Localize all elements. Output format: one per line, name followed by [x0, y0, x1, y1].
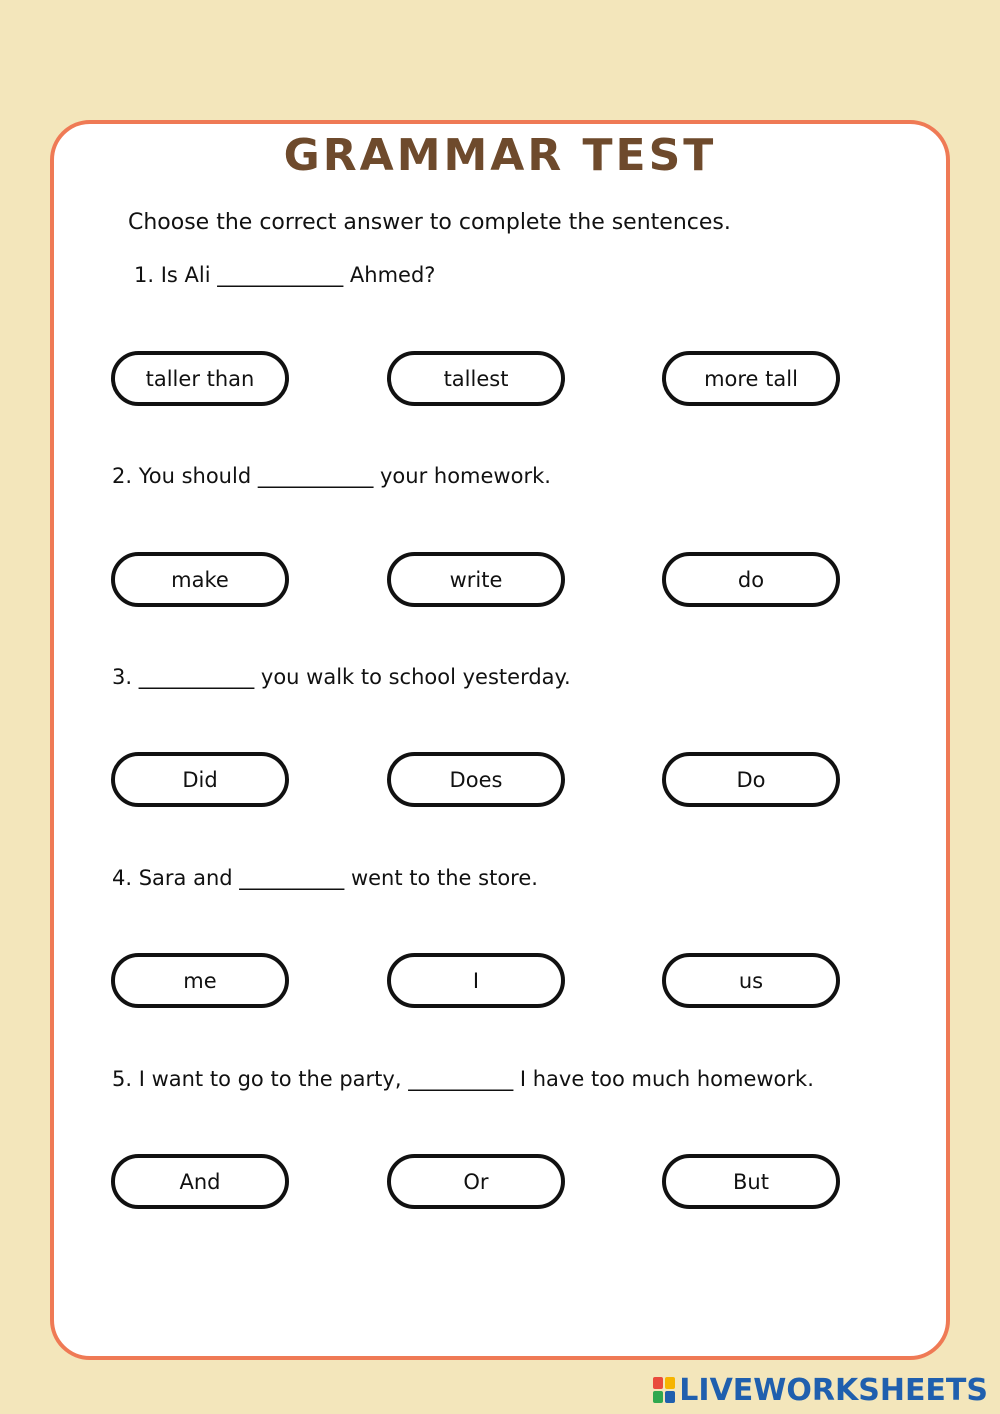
logo-cell-blue: [665, 1391, 675, 1403]
logo-cell-green: [653, 1391, 663, 1403]
q4-option-us[interactable]: us: [662, 953, 840, 1008]
q1-option-tallest[interactable]: tallest: [387, 351, 565, 406]
liveworksheets-brand[interactable]: [653, 1370, 988, 1410]
instruction-text: Choose the correct answer to complete the sentences.: [128, 210, 731, 235]
q2-option-make[interactable]: make: [111, 552, 289, 607]
q3-option-do[interactable]: Do: [662, 752, 840, 807]
q1-option-taller-than[interactable]: taller than: [111, 351, 289, 406]
q1-option-more-tall[interactable]: more tall: [662, 351, 840, 406]
liveworksheets-logo-icon: [653, 1377, 675, 1403]
q4-option-me[interactable]: me: [111, 953, 289, 1008]
question-3: 3. ___________ you walk to school yesterday.: [112, 665, 571, 689]
question-1: 1. Is Ali ____________ Ahmed?: [134, 263, 436, 287]
question-5: 5. I want to go to the party, __________ I have too much homework.: [112, 1067, 814, 1091]
q5-option-or[interactable]: Or: [387, 1154, 565, 1209]
q3-option-did[interactable]: Did: [111, 752, 289, 807]
brand-name: LIVEWORKSHEETS: [679, 1372, 988, 1408]
q2-option-write[interactable]: write: [387, 552, 565, 607]
question-4: 4. Sara and __________ went to the store.: [112, 866, 538, 890]
q2-option-do[interactable]: do: [662, 552, 840, 607]
worksheet-title: GRAMMAR TEST: [283, 130, 717, 181]
logo-cell-yellow: [665, 1377, 675, 1389]
q3-option-does[interactable]: Does: [387, 752, 565, 807]
logo-cell-red: [653, 1377, 663, 1389]
q5-option-and[interactable]: And: [111, 1154, 289, 1209]
q4-option-i[interactable]: I: [387, 953, 565, 1008]
q5-option-but[interactable]: But: [662, 1154, 840, 1209]
question-2: 2. You should ___________ your homework.: [112, 464, 551, 488]
